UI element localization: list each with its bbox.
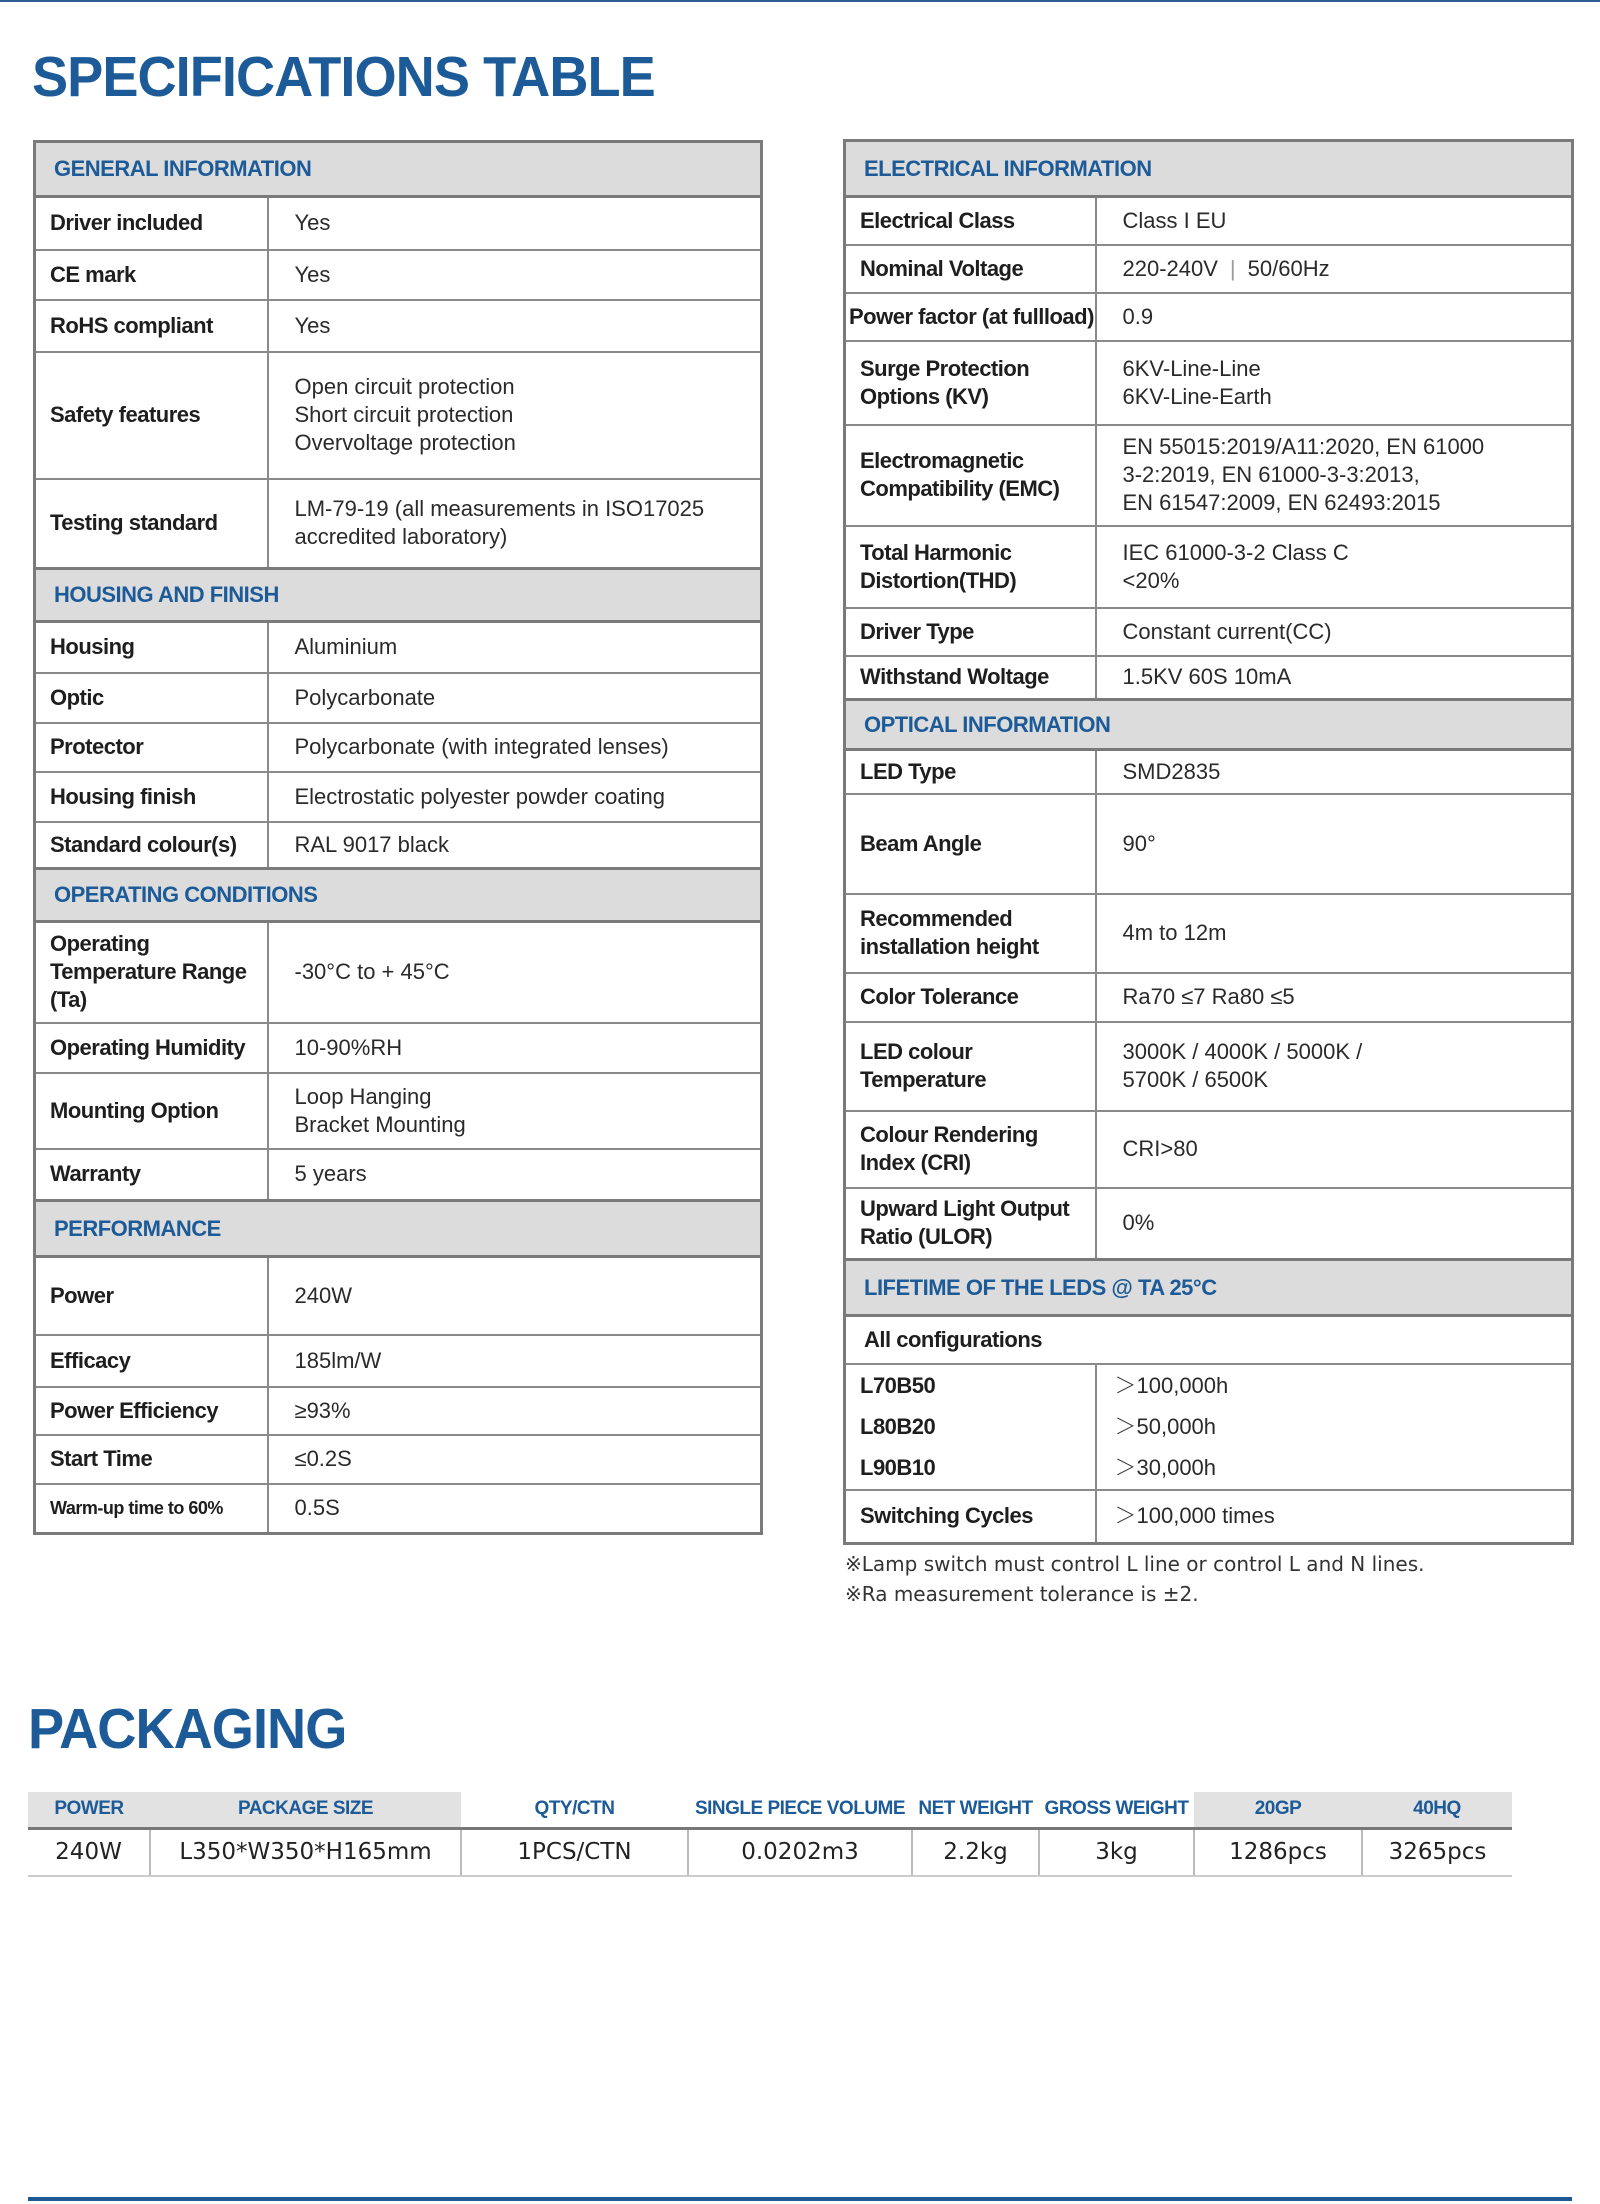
row-label: Power factor (at fullload)	[845, 293, 1096, 341]
section-performance	[35, 1201, 762, 1257]
row-label: Driver included	[35, 197, 268, 250]
row-label: Warranty	[35, 1149, 268, 1201]
row-label: Color Tolerance	[845, 973, 1096, 1022]
row-label: Mounting Option	[35, 1073, 268, 1149]
table-row	[845, 794, 1573, 894]
table-row	[35, 1335, 762, 1387]
section-header: OPTICAL INFORMATION	[845, 700, 1573, 750]
section-optical	[845, 700, 1573, 750]
row-value: Polycarbonate (with integrated lenses)	[268, 723, 762, 772]
section-header: GENERAL INFORMATION	[35, 142, 762, 197]
row-label	[845, 894, 1096, 973]
row-value: CRI>80	[1096, 1111, 1573, 1188]
row-value: 0%	[1096, 1188, 1573, 1260]
voltage-value: 220-240V	[1122, 255, 1218, 281]
left-spec-table	[33, 140, 763, 1535]
packaging-header-row	[28, 1792, 1512, 1828]
value-line: IEC 61000-3-2 Class C	[1122, 539, 1349, 565]
row-label: Switching Cycles	[845, 1490, 1096, 1544]
all-configurations-label: All configurations	[845, 1316, 1573, 1364]
label-line: (Ta)	[50, 987, 87, 1013]
label-line: Operating	[50, 931, 150, 957]
page-title: SPECIFICATIONS TABLE	[32, 45, 655, 109]
row-label: Electrical Class	[845, 197, 1096, 245]
table-row	[35, 723, 762, 772]
table-row	[845, 293, 1573, 341]
divider: |	[1229, 255, 1236, 281]
table-row	[35, 1149, 762, 1201]
row-label: Warm-up time to 60%	[35, 1484, 268, 1534]
label-line: Colour Rendering	[860, 1122, 1038, 1147]
row-label	[35, 922, 268, 1023]
row-label	[845, 425, 1096, 526]
column-header: NET WEIGHT	[912, 1792, 1039, 1828]
row-value: Class I EU	[1096, 197, 1573, 245]
row-value	[1096, 341, 1573, 425]
table-row	[35, 352, 762, 479]
label-line: L80B20	[860, 1414, 936, 1439]
row-value: 90°	[1096, 794, 1573, 894]
row-label: Protector	[35, 723, 268, 772]
table-row	[845, 245, 1573, 293]
row-value: Aluminium	[268, 622, 762, 673]
section-header: OPERATING CONDITIONS	[35, 869, 762, 922]
label-line: Temperature	[860, 1067, 987, 1092]
row-label: Efficacy	[35, 1335, 268, 1387]
cell: 1286pcs	[1194, 1828, 1362, 1876]
cell: 3kg	[1039, 1828, 1194, 1876]
row-value: 10-90%RH	[268, 1023, 762, 1073]
table-row	[845, 656, 1573, 700]
frequency-value: 50/60Hz	[1247, 255, 1330, 281]
label-line: Surge Protection	[860, 355, 1030, 381]
row-value: ＞100,000 times	[1096, 1490, 1573, 1544]
cell: 3265pcs	[1362, 1828, 1512, 1876]
row-value: 5 years	[268, 1149, 762, 1201]
table-row	[845, 1111, 1573, 1188]
value-line: EN 55015:2019/A11:2020, EN 61000	[1122, 434, 1485, 459]
table-row	[35, 1387, 762, 1435]
table-row	[845, 526, 1573, 608]
right-spec-table	[843, 139, 1574, 1545]
value-line: ＞30,000h	[1114, 1455, 1217, 1480]
value-line: Overvoltage protection	[294, 430, 516, 455]
row-label: Housing	[35, 622, 268, 673]
row-label: Safety features	[35, 352, 268, 479]
table-row	[845, 197, 1573, 245]
table-row	[35, 922, 762, 1023]
value-line: accredited laboratory)	[294, 524, 508, 550]
table-row	[35, 772, 762, 822]
table-row	[845, 750, 1573, 794]
section-housing	[35, 569, 762, 622]
label-line: L90B10	[860, 1455, 936, 1480]
table-row	[845, 608, 1573, 656]
row-label: Operating Humidity	[35, 1023, 268, 1073]
row-label: Withstand Woltage	[845, 656, 1096, 700]
row-label: Beam Angle	[845, 794, 1096, 894]
table-row	[845, 973, 1573, 1022]
value-line: <20%	[1122, 567, 1180, 593]
row-value: ≤0.2S	[268, 1435, 762, 1484]
value-line: 5700K / 6500K	[1122, 1067, 1269, 1092]
row-value: Polycarbonate	[268, 673, 762, 723]
row-value: 240W	[268, 1257, 762, 1335]
cell: 2.2kg	[912, 1828, 1039, 1876]
row-value	[1096, 1022, 1573, 1111]
row-value	[1096, 425, 1573, 526]
row-value: Yes	[268, 250, 762, 300]
label-line: LED colour	[860, 1039, 973, 1064]
row-label	[845, 1188, 1096, 1260]
table-row	[35, 1484, 762, 1534]
top-rule	[0, 0, 1600, 2]
row-label: Power	[35, 1257, 268, 1335]
table-row	[845, 1188, 1573, 1260]
row-value	[1096, 245, 1573, 293]
row-label: Optic	[35, 673, 268, 723]
row-label: Standard colour(s)	[35, 822, 268, 869]
table-row	[35, 300, 762, 352]
packaging-title: PACKAGING	[28, 1697, 347, 1761]
row-value: -30°C to + 45°C	[268, 922, 762, 1023]
value-line: EN 61547:2009, EN 62493:2015	[1122, 490, 1441, 515]
row-label	[845, 1364, 1096, 1490]
table-row	[35, 622, 762, 673]
cell: 0.0202m3	[688, 1828, 912, 1876]
value-line: 6KV-Line-Line	[1122, 355, 1261, 381]
label-line: Distortion(THD)	[860, 567, 1017, 593]
row-value: Yes	[268, 300, 762, 352]
table-row	[35, 1435, 762, 1484]
row-label: Testing standard	[35, 479, 268, 569]
value-line: Loop Hanging	[294, 1083, 432, 1109]
value-line: Short circuit protection	[294, 402, 514, 427]
row-value: 4m to 12m	[1096, 894, 1573, 973]
section-electrical	[845, 141, 1573, 197]
row-label	[845, 1111, 1096, 1188]
row-value: SMD2835	[1096, 750, 1573, 794]
label-line: Total Harmonic	[860, 539, 1012, 565]
table-row	[35, 479, 762, 569]
column-header: 20GP	[1194, 1792, 1362, 1828]
table-row	[845, 1316, 1573, 1364]
row-label	[845, 526, 1096, 608]
section-header: PERFORMANCE	[35, 1201, 762, 1257]
column-header: GROSS WEIGHT	[1039, 1792, 1194, 1828]
label-line: Ratio (ULOR)	[860, 1224, 993, 1250]
row-value	[1096, 526, 1573, 608]
section-operating	[35, 869, 762, 922]
column-header: SINGLE PIECE VOLUME	[688, 1792, 912, 1828]
row-label: Nominal Voltage	[845, 245, 1096, 293]
label-line: Temperature Range	[50, 959, 247, 985]
table-row	[35, 250, 762, 300]
footnotes	[845, 1549, 1424, 1609]
table-row	[35, 1023, 762, 1073]
row-value	[1096, 1364, 1573, 1490]
cell: L350*W350*H165mm	[150, 1828, 461, 1876]
row-value: 0.5S	[268, 1484, 762, 1534]
value-line: 6KV-Line-Earth	[1122, 383, 1272, 409]
label-line: Upward Light Output	[860, 1196, 1070, 1222]
row-value	[268, 1073, 762, 1149]
label-line: Options (KV)	[860, 383, 989, 409]
column-header: 40HQ	[1362, 1792, 1512, 1828]
row-value: Ra70 ≤7 Ra80 ≤5	[1096, 973, 1573, 1022]
row-value: RAL 9017 black	[268, 822, 762, 869]
row-value: 185lm/W	[268, 1335, 762, 1387]
row-value: Electrostatic polyester powder coating	[268, 772, 762, 822]
row-value	[268, 352, 762, 479]
section-general	[35, 142, 762, 197]
table-row	[35, 1257, 762, 1335]
row-value: Yes	[268, 197, 762, 250]
table-row	[845, 1364, 1573, 1490]
footnote: ※Ra measurement tolerance is ±2.	[845, 1582, 1199, 1606]
value-line: ＞100,000h	[1114, 1373, 1229, 1398]
table-row	[845, 1490, 1573, 1544]
label-line: Electromagnetic	[860, 448, 1024, 473]
row-label	[845, 341, 1096, 425]
label-line: L70B50	[860, 1373, 936, 1398]
row-label: Start Time	[35, 1435, 268, 1484]
column-header: PACKAGE SIZE	[150, 1792, 461, 1828]
table-row	[35, 197, 762, 250]
cell: 240W	[28, 1828, 150, 1876]
row-label: Housing finish	[35, 772, 268, 822]
value-line: Bracket Mounting	[294, 1111, 466, 1137]
table-row	[28, 1828, 1512, 1876]
row-label: LED Type	[845, 750, 1096, 794]
value-line: LM-79-19 (all measurements in ISO17025	[294, 496, 705, 522]
row-label	[845, 1022, 1096, 1111]
value-line: ＞50,000h	[1114, 1414, 1217, 1439]
table-row	[35, 822, 762, 869]
section-lifetime	[845, 1260, 1573, 1316]
table-row	[845, 341, 1573, 425]
row-label: CE mark	[35, 250, 268, 300]
table-row	[35, 673, 762, 723]
row-value: ≥93%	[268, 1387, 762, 1435]
label-line: installation height	[860, 934, 1039, 959]
table-row	[35, 1073, 762, 1149]
row-value	[268, 479, 762, 569]
table-row	[845, 894, 1573, 973]
row-value: 0.9	[1096, 293, 1573, 341]
column-header: POWER	[28, 1792, 150, 1828]
table-row	[845, 425, 1573, 526]
section-header: ELECTRICAL INFORMATION	[845, 141, 1573, 197]
value-line: 3000K / 4000K / 5000K /	[1122, 1039, 1363, 1064]
table-row	[845, 1022, 1573, 1111]
row-label: Driver Type	[845, 608, 1096, 656]
bottom-rule	[28, 2197, 1572, 2201]
label-line: Recommended	[860, 906, 1013, 931]
row-value: 1.5KV 60S 10mA	[1096, 656, 1573, 700]
packaging-table	[28, 1792, 1512, 1877]
value-line: Open circuit protection	[294, 374, 515, 399]
row-value: Constant current(CC)	[1096, 608, 1573, 656]
value-line: 3-2:2019, EN 61000-3-3:2013,	[1122, 462, 1420, 487]
section-header: LIFETIME OF THE LEDS @ TA 25°C	[845, 1260, 1573, 1316]
label-line: Index (CRI)	[860, 1150, 971, 1175]
row-label: Power Efficiency	[35, 1387, 268, 1435]
footnote: ※Lamp switch must control L line or control L and N lines.	[845, 1552, 1425, 1576]
cell: 1PCS/CTN	[461, 1828, 688, 1876]
section-header: HOUSING AND FINISH	[35, 569, 762, 622]
row-label: RoHS compliant	[35, 300, 268, 352]
label-line: Compatibility (EMC)	[860, 476, 1060, 501]
column-header: QTY/CTN	[461, 1792, 688, 1828]
